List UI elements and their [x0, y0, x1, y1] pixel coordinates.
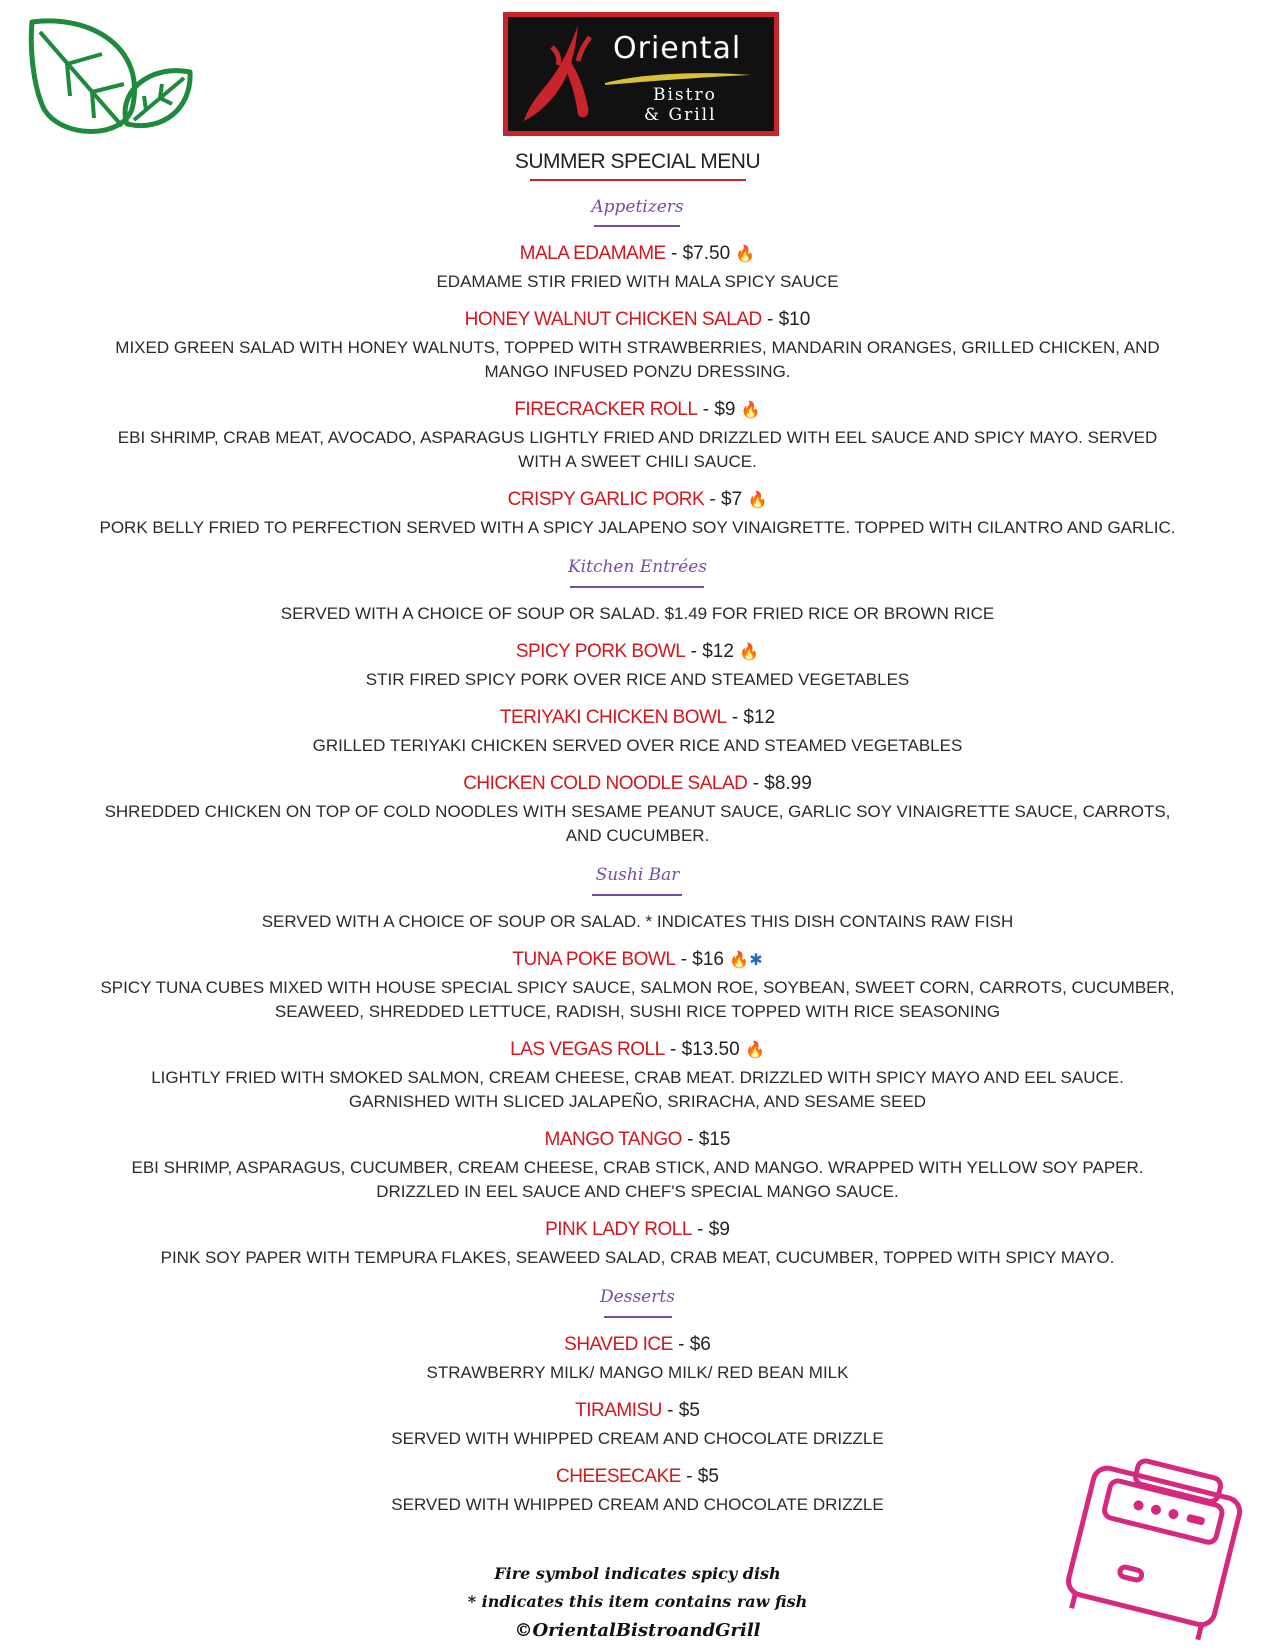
item-name: TIRAMISU [575, 1400, 662, 1421]
item-name: MANGO TANGO [544, 1129, 682, 1150]
menu-item-spicy-pork-bowl [0, 641, 1275, 663]
section-note: SERVED WITH A CHOICE OF SOUP OR SALAD. * INDICATES THIS DISH CONTAINS RAW FISH [261, 912, 1014, 931]
menu-item-mango-tango [0, 1129, 1275, 1151]
item-price: - $6 [672, 1334, 711, 1355]
menu-item-chicken-cold-noodle [0, 773, 1275, 795]
item-description: EDAMAME STIR FRIED WITH MALA SPICY SAUCE [436, 272, 839, 291]
footer-copyright: ©OrientalBistroandGrill [514, 1620, 761, 1641]
fire-icon: 🔥 [744, 1042, 765, 1059]
item-description: GRILLED TERIYAKI CHICKEN SERVED OVER RICE AND STEAMED VEGETABLES [312, 736, 963, 755]
menu-title-underline [530, 179, 746, 181]
fire-icon: 🔥 [739, 644, 760, 661]
item-name: TERIYAKI CHICKEN BOWL [499, 707, 727, 728]
item-description: GARNISHED WITH SLICED JALAPEÑO, SRIRACHA, AND SESAME SEED [348, 1092, 927, 1111]
item-description: DRIZZLED IN EEL SAUCE AND CHEF'S SPECIAL MANGO SAUCE. [376, 1182, 899, 1201]
item-description: MANGO INFUSED PONZU DRESSING. [484, 362, 791, 381]
fire-icon: 🔥 [747, 492, 768, 509]
item-name: SPICY PORK BOWL [515, 641, 686, 662]
section-note: SERVED WITH A CHOICE OF SOUP OR SALAD. $1.49 FOR FRIED RICE OR BROWN RICE [280, 604, 995, 623]
menu-item-honey-walnut [0, 309, 1275, 331]
item-description: SERVED WITH WHIPPED CREAM AND CHOCOLATE DRIZZLE [391, 1429, 884, 1448]
item-name: TUNA POKE BOWL [512, 949, 676, 970]
section-title-desserts: Desserts [600, 1287, 675, 1307]
fire-icon: 🔥 [740, 402, 761, 419]
item-name: CRISPY GARLIC PORK [507, 489, 705, 510]
section-underline [570, 586, 704, 588]
item-description: EBI SHRIMP, ASPARAGUS, CUCUMBER, CREAM CHEESE, CRAB STICK, AND MANGO. WRAPPED WITH YELLOW SOY PAPER. [131, 1158, 1144, 1177]
logo-grill: & Grill [644, 105, 717, 125]
menu-item-teriyaki-chicken-bowl [0, 707, 1275, 729]
menu-item-crispy-garlic-pork [0, 489, 1275, 511]
menu-item-firecracker [0, 399, 1275, 421]
item-price: - $7.50 [665, 243, 736, 264]
item-description: PORK BELLY FRIED TO PERFECTION SERVED WITH A SPICY JALAPENO SOY VINAIGRETTE. TOPPED WITH CILANTRO AND GARLIC. [99, 518, 1176, 537]
item-price: - $8.99 [747, 773, 812, 794]
menu-item-shaved-ice [0, 1334, 1275, 1356]
item-description: PINK SOY PAPER WITH TEMPURA FLAKES, SEAWEED SALAD, CRAB MEAT, CUCUMBER, TOPPED WITH SPICY MAYO. [160, 1248, 1115, 1267]
section-title-sushi-bar: Sushi Bar [595, 865, 680, 885]
item-description: AND CUCUMBER. [565, 826, 710, 845]
item-price: - $16 [675, 949, 730, 970]
menu-item-las-vegas-roll [0, 1039, 1275, 1061]
item-name: LAS VEGAS ROLL [510, 1039, 665, 1060]
footer-raw-note: * indicates this item contains raw fish [467, 1592, 808, 1611]
section-title-appetizers: Appetizers [591, 197, 684, 217]
item-description: EBI SHRIMP, CRAB MEAT, AVOCADO, ASPARAGUS LIGHTLY FRIED AND DRIZZLED WITH EEL SAUCE AND SPICY MAYO. SERVED [117, 428, 1158, 447]
item-price: - $9 [697, 399, 741, 420]
item-description: STIR FIRED SPICY PORK OVER RICE AND STEAMED VEGETABLES [365, 670, 910, 689]
item-description: SERVED WITH WHIPPED CREAM AND CHOCOLATE DRIZZLE [391, 1495, 884, 1514]
item-description: LIGHTLY FRIED WITH SMOKED SALMON, CREAM CHEESE, CRAB MEAT. DRIZZLED WITH SPICY MAYO AND EEL SAUCE. [151, 1068, 1124, 1087]
restaurant-logo [503, 12, 779, 136]
item-description: SHREDDED CHICKEN ON TOP OF COLD NOODLES WITH SESAME PEANUT SAUCE, GARLIC SOY VINAIGRETTE SAUCE, CARROTS, [104, 802, 1171, 821]
item-description: MIXED GREEN SALAD WITH HONEY WALNUTS, TOPPED WITH STRAWBERRIES, MANDARIN ORANGES, GRILLED CHICKEN, AND [115, 338, 1160, 357]
item-name: PINK LADY ROLL [545, 1219, 692, 1240]
item-name: HONEY WALNUT CHICKEN SALAD [464, 309, 762, 330]
section-underline [592, 894, 682, 896]
item-price: - $5 [661, 1400, 700, 1421]
item-description: STRAWBERRY MILK/ MANGO MILK/ RED BEAN MILK [426, 1363, 849, 1382]
section-underline [594, 225, 680, 227]
item-price: - $12 [685, 641, 740, 662]
item-price: - $7 [704, 489, 748, 510]
item-description: SPICY TUNA CUBES MIXED WITH HOUSE SPECIAL SPICY SAUCE, SALMON ROE, SOYBEAN, SWEET CORN, CARROTS, CUCUMBER, [100, 978, 1175, 997]
footer-spicy-note: Fire symbol indicates spicy dish [494, 1564, 781, 1583]
item-name: SHAVED ICE [564, 1334, 673, 1355]
item-description: SEAWEED, SHREDDED LETTUCE, RADISH, SUSHI RICE TOPPED WITH RICE SEASONING [274, 1002, 1001, 1021]
fire-icon: 🔥 [735, 246, 756, 263]
item-price: - $5 [680, 1466, 719, 1487]
item-name: FIRECRACKER ROLL [514, 399, 698, 420]
menu-title: SUMMER SPECIAL MENU [514, 150, 761, 173]
item-price: - $12 [726, 707, 776, 728]
logo-name: Oriental [613, 31, 742, 66]
menu-item-tiramisu [0, 1400, 1275, 1422]
item-description: WITH A SWEET CHILI SAUCE. [518, 452, 757, 471]
snowflake-icon: ✱ [749, 952, 763, 969]
item-name: CHEESECAKE [556, 1466, 681, 1487]
fire-icon: 🔥 [729, 952, 750, 969]
item-price: - $15 [681, 1129, 731, 1150]
item-price: - $9 [691, 1219, 730, 1240]
shaved-ice-machine-icon [1048, 1450, 1248, 1645]
menu-item-mala-edamame [0, 243, 1275, 265]
leaf-icon [22, 14, 202, 144]
menu-item-tuna-poke-bowl [0, 949, 1275, 971]
item-price: - $10 [761, 309, 811, 330]
section-underline [604, 1316, 672, 1318]
item-name: MALA EDAMAME [519, 243, 666, 264]
section-title-kitchen-entrees: Kitchen Entrées [567, 557, 707, 577]
logo-bistro: Bistro [653, 85, 717, 105]
menu-item-pink-lady-roll [0, 1219, 1275, 1241]
item-name: CHICKEN COLD NOODLE SALAD [463, 773, 748, 794]
item-price: - $13.50 [664, 1039, 745, 1060]
